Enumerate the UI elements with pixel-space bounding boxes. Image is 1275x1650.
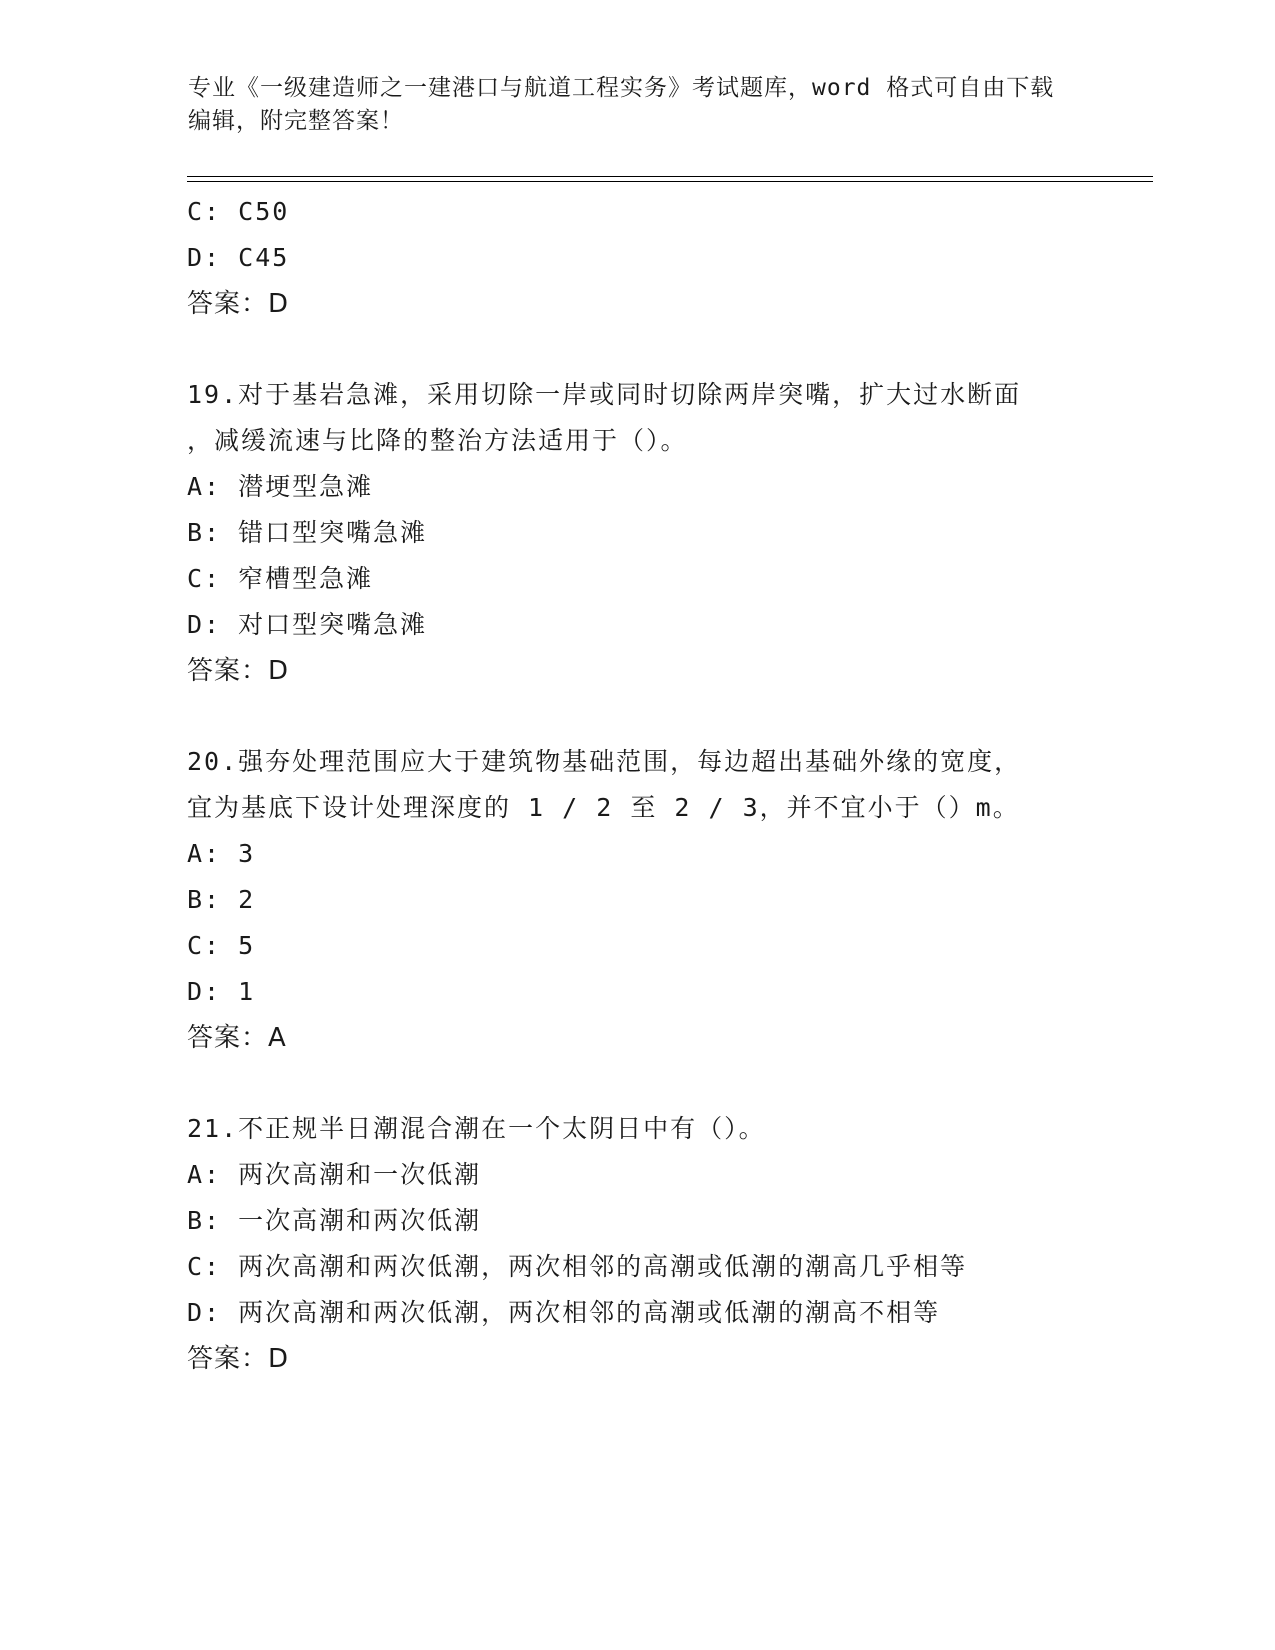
document-header <box>188 72 1088 138</box>
header-line-2: 编辑，附完整答案！ <box>188 108 404 134</box>
answer-line: 答案：D <box>187 1344 290 1374</box>
header-divider-bottom <box>187 181 1153 182</box>
option-c: C: 两次高潮和两次低潮，两次相邻的高潮或低潮的潮高几乎相等 <box>187 1252 968 1281</box>
option-b: B: 错口型突嘴急滩 <box>187 518 428 547</box>
option-a: A: 两次高潮和一次低潮 <box>187 1160 482 1189</box>
spacer <box>187 327 1127 372</box>
option-c: C: C50 <box>187 197 290 226</box>
question-20 <box>187 739 1127 1061</box>
question-stem-continued: ，减缓流速与比降的整治方法适用于（）。 <box>187 426 688 455</box>
answer-line: 答案：A <box>187 1023 287 1053</box>
option-c: C: 5 <box>187 931 256 960</box>
option-a: A: 3 <box>187 839 256 868</box>
spacer <box>187 694 1127 739</box>
question-content <box>187 189 1127 1382</box>
previous-question-tail <box>187 189 1127 327</box>
question-19 <box>187 372 1127 694</box>
option-d: D: C45 <box>187 243 290 272</box>
answer-line: 答案：D <box>187 289 290 319</box>
header-divider-top <box>187 176 1153 177</box>
option-a: A: 潜埂型急滩 <box>187 472 374 501</box>
question-stem: 21.不正规半日潮混合潮在一个太阴日中有（）。 <box>187 1114 766 1143</box>
question-stem-continued: 宜为基底下设计处理深度的 1 / 2 至 2 / 3，并不宜小于（）m。 <box>187 793 1020 822</box>
option-b: B: 2 <box>187 885 256 914</box>
spacer <box>187 1061 1127 1106</box>
option-c: C: 窄槽型急滩 <box>187 564 374 593</box>
header-line-1: 专业《一级建造师之一建港口与航道工程实务》考试题库，word 格式可自由下载 <box>188 75 1055 101</box>
question-21 <box>187 1106 1127 1382</box>
option-d: D: 1 <box>187 977 256 1006</box>
option-d: D: 两次高潮和两次低潮，两次相邻的高潮或低潮的潮高不相等 <box>187 1298 941 1327</box>
option-b: B: 一次高潮和两次低潮 <box>187 1206 482 1235</box>
question-stem: 19.对于基岩急滩，采用切除一岸或同时切除两岸突嘴，扩大过水断面 <box>187 380 1022 409</box>
answer-line: 答案：D <box>187 656 290 686</box>
option-d: D: 对口型突嘴急滩 <box>187 610 428 639</box>
question-stem: 20.强夯处理范围应大于建筑物基础范围，每边超出基础外缘的宽度， <box>187 747 1022 776</box>
